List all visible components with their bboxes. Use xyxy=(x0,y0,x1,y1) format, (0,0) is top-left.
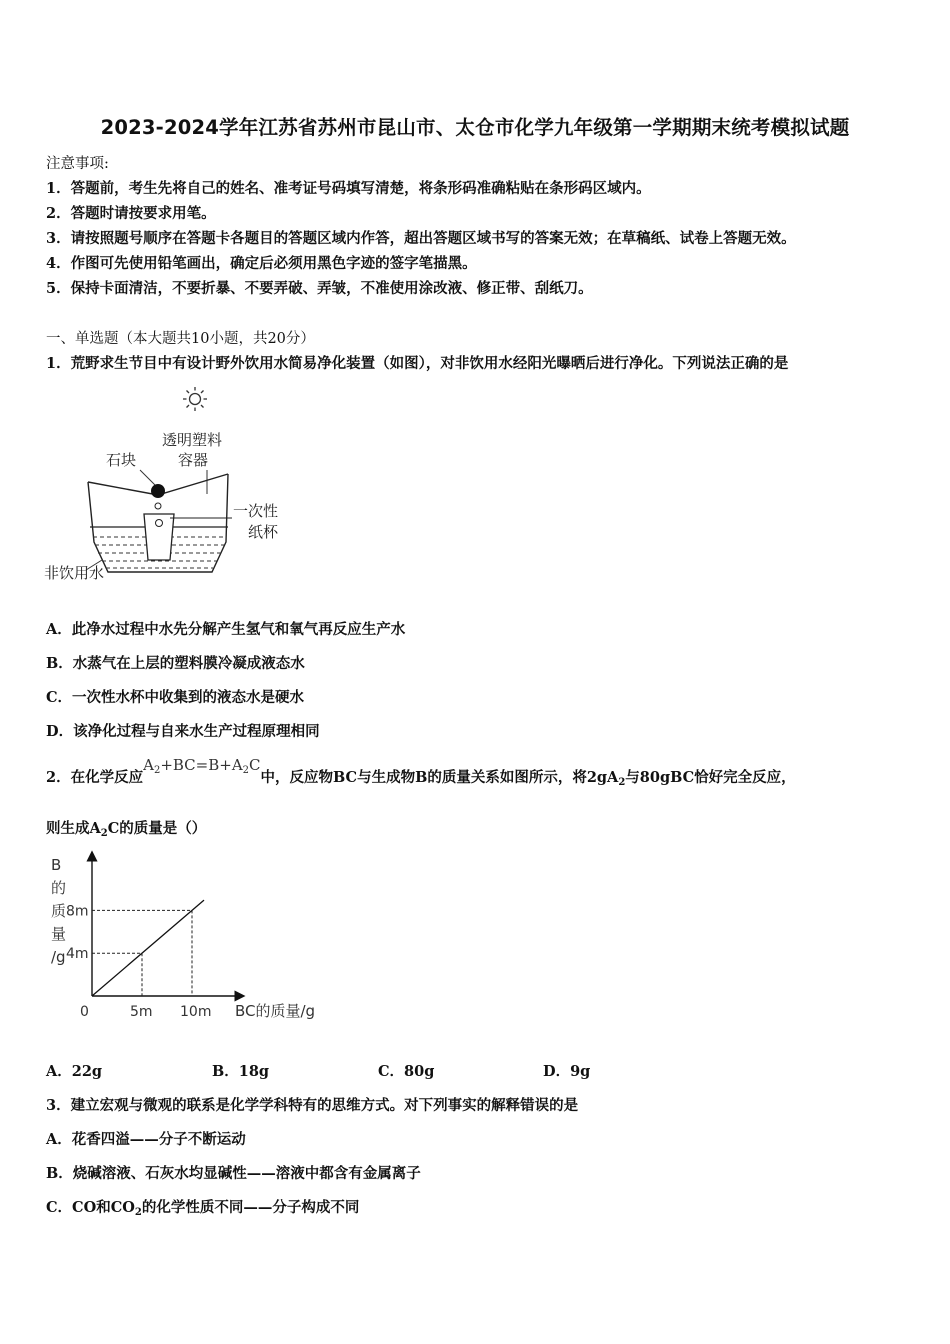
question-1-option-a[interactable]: A．此净水过程中水先分解产生氢气和氧气再反应生产水 xyxy=(46,621,406,638)
notice-item: 4．作图可先使用铅笔画出，确定后必须用黑色字迹的签字笔描黑。 xyxy=(46,255,477,272)
notice-item: 3．请按照题号顺序在答题卡各题目的答题区域内作答，超出答题区域书写的答案无效；在草稿纸、试卷上答题无效。 xyxy=(46,230,796,247)
question-3-option-c[interactable]: C．CO和$CO_2$的化学性质不同——分子构成不同 xyxy=(46,1199,360,1218)
question-2-option-b[interactable]: B．18g xyxy=(212,1063,270,1080)
paper-cup xyxy=(144,514,174,560)
question-2-option-a[interactable]: A．22g xyxy=(46,1063,103,1080)
y-axis-label-char: 量 xyxy=(51,925,67,943)
question-3-option-b[interactable]: B．烧碱溶液、石灰水均显碱性——溶液中都含有金属离子 xyxy=(46,1165,421,1182)
label-cup-1: 一次性 xyxy=(233,502,279,520)
mass-relation-chart xyxy=(40,850,340,1030)
notice-heading: 注意事项: xyxy=(46,156,109,172)
question-2-stem-line2: 则生成$A_2C$的质量是（） xyxy=(46,820,207,839)
x-tick-label: 10m xyxy=(180,1004,212,1020)
notice-item: 2．答题时请按要求用笔。 xyxy=(46,205,216,222)
question-2-option-c[interactable]: C．80g xyxy=(378,1063,435,1080)
question-2-stem-prefix: 2．在化学反应 xyxy=(46,769,144,786)
y-axis-label-char: 的 xyxy=(51,879,67,897)
page-title: 2023-2024学年江苏省苏州市昆山市、太仓市化学九年级第一学期期末统考模拟试题 xyxy=(100,116,850,139)
sun-icon xyxy=(183,387,207,411)
label-container-1: 透明塑料 xyxy=(162,431,223,449)
notice-item: 1．答题前，考生先将自己的姓名、准考证号码填写清楚，将条形码准确粘贴在条形码区域内。 xyxy=(46,180,651,197)
question-2-option-d[interactable]: D．9g xyxy=(543,1063,591,1080)
label-water: 非饮用水 xyxy=(44,564,105,582)
x-tick-label: 0 xyxy=(80,1004,89,1020)
y-axis-label-char: B xyxy=(51,856,62,874)
y-axis-label-char: 质 xyxy=(51,902,67,920)
y-axis-label-char: /g xyxy=(51,948,66,966)
question-2-stem: 2．在化学反应$A_2+BC=B+A_2C$中，反应物BC与生成物B的质量关系如图所示，将$2gA_2$与80gBC恰好完全反应， xyxy=(46,756,796,788)
notice-item: 5．保持卡面清洁，不要折暴、不要弄破、弄皱，不准使用涂改液、修正带、刮纸刀。 xyxy=(46,280,593,297)
question-3-stem: 3．建立宏观与微观的联系是化学学科特有的思维方式。对下列事实的解释错误的是 xyxy=(46,1097,579,1114)
question-1-option-b[interactable]: B．水蒸气在上层的塑料膜冷凝成液态水 xyxy=(46,655,305,672)
question-2-stem-middle: 中，反应物BC与生成物B的质量关系如图所示，将2gA xyxy=(260,769,619,786)
label-container-2: 容器 xyxy=(178,451,209,469)
y-tick-label: 4m xyxy=(66,946,89,963)
label-stone: 石块 xyxy=(106,451,137,469)
series-line xyxy=(92,900,204,996)
question-1-stem: 1．荒野求生节目中有设计野外饮用水简易净化装置（如图），对非饮用水经阳光曝晒后进行净化。下列说法正确的是 xyxy=(46,355,789,372)
water-purifier-figure xyxy=(40,382,340,587)
y-tick-label: 8m xyxy=(66,903,89,920)
question-3-option-a[interactable]: A．花香四溢——分子不断运动 xyxy=(46,1131,246,1148)
label-cup-2: 纸杯 xyxy=(248,523,279,541)
reaction-equation: $A_2+BC=B+A_2C$ xyxy=(143,756,261,776)
x-axis-label: BC的质量/g xyxy=(235,1002,316,1020)
stone xyxy=(151,484,165,498)
question-1-option-d[interactable]: D．该净化过程与自来水生产过程原理相同 xyxy=(46,723,320,740)
question-1-option-c[interactable]: C．一次性水杯中收集到的液态水是硬水 xyxy=(46,689,305,706)
question-2-stem-suffix: 与80gBC恰好完全反应， xyxy=(625,769,796,786)
section-heading: 一、单选题（本大题共10小题，共20分） xyxy=(46,331,315,347)
x-tick-label: 5m xyxy=(130,1004,153,1020)
